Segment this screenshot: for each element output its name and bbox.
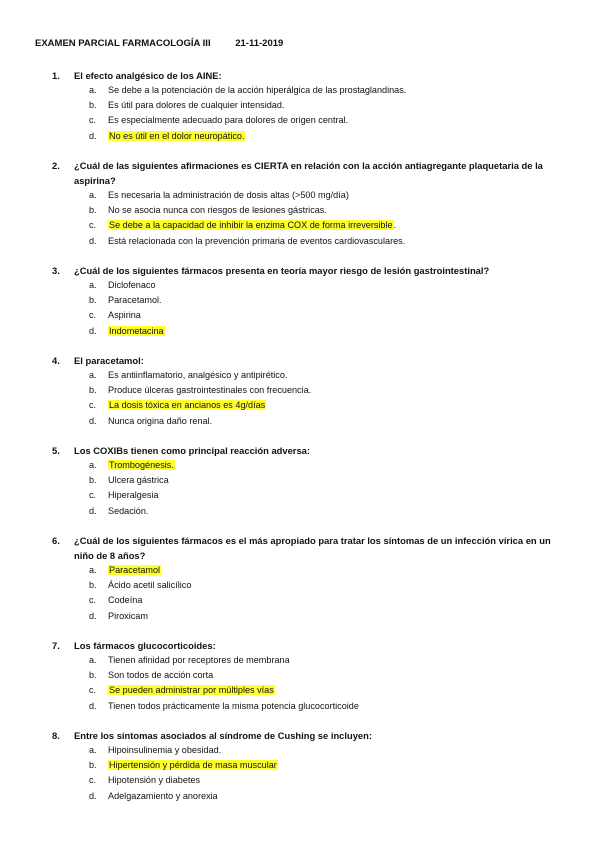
exam-date: 21-11-2019 <box>235 38 284 49</box>
answer-option-a <box>0 278 600 293</box>
option-letter: a. <box>89 370 97 380</box>
option-letter: b. <box>89 385 97 396</box>
option-letter: a. <box>89 655 97 665</box>
question-8 <box>0 728 600 804</box>
option-letter: b. <box>89 670 97 681</box>
option-text: Hipoinsulinemia y obesidad. <box>108 745 222 755</box>
option-letter: d. <box>89 610 97 621</box>
option-text: Son todos de acción corta <box>108 670 214 681</box>
question-number: 3. <box>52 265 60 276</box>
question-1 <box>0 68 600 144</box>
answer-option-d <box>0 414 600 429</box>
option-letter: a. <box>89 85 97 95</box>
answer-option-a <box>0 458 600 473</box>
option-letter: d. <box>89 325 97 336</box>
answer-option-d <box>0 129 600 144</box>
question-2 <box>0 158 600 249</box>
option-letter: d. <box>89 235 97 246</box>
option-letter: d. <box>89 415 97 426</box>
option-text: Produce úlceras gastrointestinales con frecuencia. <box>108 385 312 396</box>
answer-option-d <box>0 699 600 714</box>
option-text: Ácido acetil salicílico <box>108 580 192 591</box>
option-letter: c. <box>89 220 97 231</box>
option-text: Es antiinflamatorio, analgésico y antipirético. <box>108 370 288 380</box>
question-number: 7. <box>52 640 60 651</box>
correct-answer-text: Se pueden administrar por múltiples vías <box>109 685 274 696</box>
option-letter: c. <box>89 115 97 126</box>
question-number: 1. <box>52 70 60 81</box>
option-letter: a. <box>89 280 97 290</box>
option-text: Hiperalgesia <box>108 490 159 501</box>
answer-option-a <box>0 188 600 203</box>
option-letter: a. <box>89 460 97 470</box>
option-letter: d. <box>89 130 97 141</box>
question-5 <box>0 443 600 519</box>
option-letter: b. <box>89 475 97 486</box>
exam-title: EXAMEN PARCIAL FARMACOLOGÍA III <box>35 38 211 49</box>
option-letter: b. <box>89 760 97 771</box>
answer-option-b <box>0 473 600 488</box>
option-letter: c. <box>89 310 97 321</box>
question-number: 2. <box>52 160 60 171</box>
answer-option-c <box>0 488 600 503</box>
correct-answer-text: No es útil en el dolor neuropático. <box>109 130 245 141</box>
option-text: Tienen todos prácticamente la misma potencia glucocorticoide <box>108 700 359 711</box>
question-label: Entre los síntomas asociados al síndrome de Cushing se incluyen: <box>74 730 372 741</box>
option-text: No se asocia nunca con riesgos de lesiones gástricas. <box>108 205 327 216</box>
question-label: El paracetamol: <box>74 355 144 366</box>
option-text: Sedación. <box>108 505 149 516</box>
question-text <box>0 638 600 653</box>
question-number: 8. <box>52 730 60 741</box>
answer-option-c <box>0 398 600 413</box>
option-letter: d. <box>89 505 97 516</box>
option-text: Diclofenaco <box>108 280 156 290</box>
option-text: Hipotensión y diabetes <box>108 775 201 786</box>
question-label: ¿Cuál de las siguientes afirmaciones es CIERTA en relación con la acción antiagregante plaquetaria de la aspirina? <box>74 160 543 186</box>
correct-answer-text: La dosis tóxica en ancianos es 4g/días <box>109 400 266 411</box>
option-text: Tienen afinidad por receptores de membrana <box>108 655 290 665</box>
answer-option-c <box>0 218 600 233</box>
option-text: Es útil para dolores de cualquier intensidad. <box>108 100 285 111</box>
answer-option-b <box>0 668 600 683</box>
question-text <box>0 353 600 368</box>
option-text: Adelgazamiento y anorexia <box>108 790 218 801</box>
option-letter: b. <box>89 295 97 306</box>
question-label: El efecto analgésico de los AINE: <box>74 70 222 81</box>
question-number: 6. <box>52 535 60 546</box>
option-text: Paracetamol. <box>108 295 162 306</box>
option-text: Está relacionada con la prevención primaria de eventos cardiovasculares. <box>108 235 406 246</box>
question-text <box>0 443 600 458</box>
answer-option-c <box>0 773 600 788</box>
answer-option-b <box>0 293 600 308</box>
question-text <box>0 68 600 83</box>
question-3 <box>0 263 600 339</box>
correct-answer-text: Trombogénesis. <box>109 460 174 470</box>
answer-option-a <box>0 563 600 578</box>
option-letter: b. <box>89 100 97 111</box>
option-letter: c. <box>89 775 97 786</box>
question-text <box>0 158 600 188</box>
answer-option-b <box>0 758 600 773</box>
option-text: Es necesaria la administración de dosis altas (>500 mg/día) <box>108 190 349 200</box>
answer-option-d <box>0 789 600 804</box>
answer-option-d <box>0 324 600 339</box>
question-4 <box>0 353 600 429</box>
option-text: Piroxicam <box>108 610 148 621</box>
question-label: Los COXIBs tienen como principal reacción adversa: <box>74 445 311 456</box>
option-text: Es especialmente adecuado para dolores de origen central. <box>108 115 349 126</box>
option-letter: a. <box>89 745 97 755</box>
option-text: Nunca origina daño renal. <box>108 415 213 426</box>
answer-option-d <box>0 504 600 519</box>
answer-option-c <box>0 308 600 323</box>
answer-option-b <box>0 203 600 218</box>
question-number: 4. <box>52 355 60 366</box>
option-letter: b. <box>89 580 97 591</box>
option-text: Se debe a la potenciación de la acción hiperálgica de las prostaglandinas. <box>108 85 407 95</box>
option-letter: a. <box>89 565 97 575</box>
answer-option-c <box>0 593 600 608</box>
answer-option-d <box>0 609 600 624</box>
option-text: Ulcera gástrica <box>108 475 169 486</box>
option-letter: c. <box>89 685 97 696</box>
question-label: ¿Cuál de los siguientes fármacos es el más apropiado para tratar los síntomas de un infección vírica en un niño de 8 años? <box>74 535 551 561</box>
option-letter: c. <box>89 490 97 501</box>
answer-option-b <box>0 383 600 398</box>
answer-option-b <box>0 578 600 593</box>
option-text: Aspirina <box>108 310 141 321</box>
correct-answer-text: Paracetamol <box>109 565 161 575</box>
option-letter: b. <box>89 205 97 216</box>
question-text <box>0 533 600 563</box>
question-7 <box>0 638 600 714</box>
option-letter: c. <box>89 595 97 606</box>
answer-option-a <box>0 368 600 383</box>
option-letter: c. <box>89 400 97 411</box>
answer-option-b <box>0 98 600 113</box>
correct-answer-text: Hipertensión y pérdida de masa muscular <box>109 760 277 771</box>
option-letter: d. <box>89 700 97 711</box>
answer-option-a <box>0 653 600 668</box>
correct-answer-text: Indometacina <box>109 325 164 336</box>
question-6 <box>0 533 600 624</box>
question-text <box>0 728 600 743</box>
exam-header <box>35 38 283 49</box>
answer-option-a <box>0 743 600 758</box>
option-text: Codeína <box>108 595 143 606</box>
option-letter: d. <box>89 790 97 801</box>
answer-option-d <box>0 234 600 249</box>
option-letter: a. <box>89 190 97 200</box>
option-suffix: . <box>393 220 397 231</box>
question-label: ¿Cuál de los siguientes fármacos presenta en teoría mayor riesgo de lesión gastrointestinal? <box>74 265 490 276</box>
answer-option-a <box>0 83 600 98</box>
answer-option-c <box>0 683 600 698</box>
question-number: 5. <box>52 445 60 456</box>
correct-answer-text: Se debe a la capacidad de inhibir la enzima COX de forma irreversible <box>109 220 393 231</box>
question-label: Los fármacos glucocorticoides: <box>74 640 216 651</box>
answer-option-c <box>0 113 600 128</box>
question-text <box>0 263 600 278</box>
